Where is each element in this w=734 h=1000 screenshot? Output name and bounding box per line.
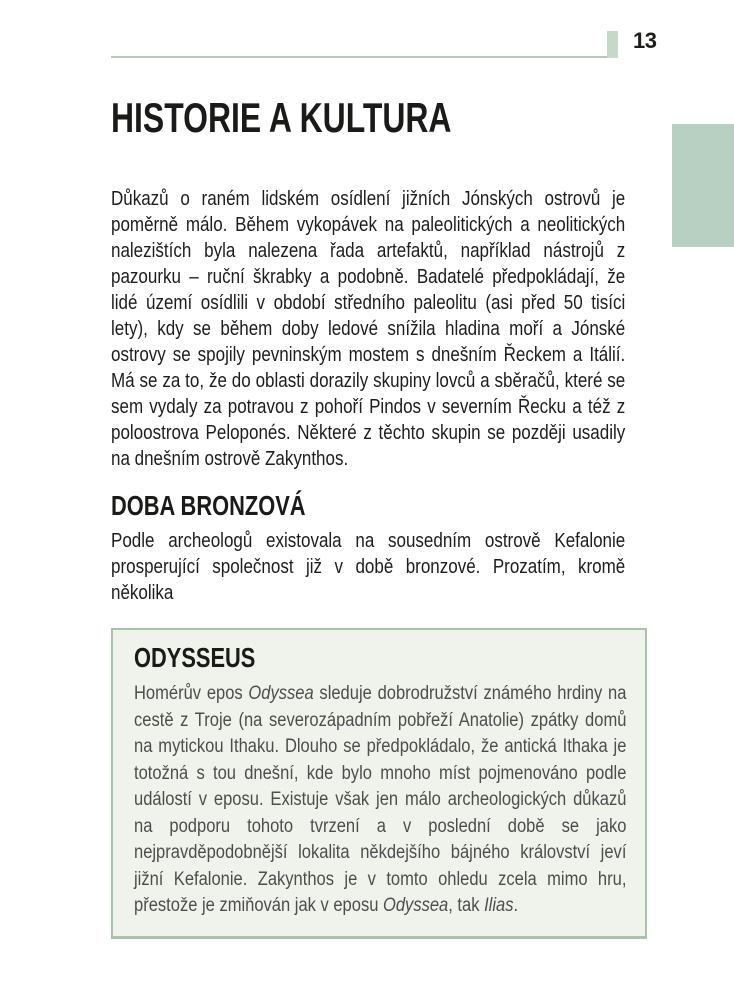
- info-box-title: ODYSSEUS: [134, 642, 256, 673]
- header-accent-bar: [607, 31, 618, 58]
- chapter-title: HISTORIE A KULTURA: [111, 94, 452, 141]
- chapter-edge-tab: [672, 124, 734, 247]
- info-box-body: Homérův epos Odyssea sleduje dobrodružství známého hrdiny na cestě z Troje (na severozápadním pobřeží Anatolie) zpátky domů na mytickou Ithaku. Dlouho se předpokládalo, že antická Ithaka je totožná s tou dnešní, kde bylo mnoho míst pojmenováno podle událostí v eposu. Existuje však jen málo archeologických důkazů na podporu tohoto tvrzení a v poslední době se jako nejpravděpodobnější lokalita někdejšího bájného království jeví jižní Kefalonie. Zakynthos je v tomto ohledu zcela mimo hru, přestože je zmiňován jak v eposu Odyssea, tak Ilias.: [134, 683, 627, 916]
- intro-paragraph: Důkazů o raném lidském osídlení jižních Jónských ostrovů je poměrně málo. Během vykopávek na paleolitických a neolitických nalezištích byla nalezena řada artefaktů, například nástrojů z pazourku – ruční škrabky a podobně. Badatelé předpokládají, že lidé území osídlili v období středního paleolitu (asi před 50 tisíci lety), kdy se během doby ledové snížila hladina moří a Jónské ostrovy se spojily pevninským mostem s dnešním Řeckem a Itálií. Má se za to, že do oblasti dorazily skupiny lovců a sběračů, které se sem vydaly za potravou z pohoří Pindos v severním Řecku a též z poloostrova Peloponés. Některé z těchto skupin se později usadily na dnešním ostrově Zakynthos.: [111, 188, 626, 470]
- header-rule: [111, 56, 608, 58]
- info-box: [111, 628, 647, 939]
- section-heading: DOBA BRONZOVÁ: [111, 490, 306, 521]
- section-paragraph: Podle archeologů existovala na sousedním ostrově Kefalonie prosperující společnost již v době bronzové. Prozatím, kromě několika: [111, 530, 626, 604]
- page-number: 13: [633, 28, 657, 53]
